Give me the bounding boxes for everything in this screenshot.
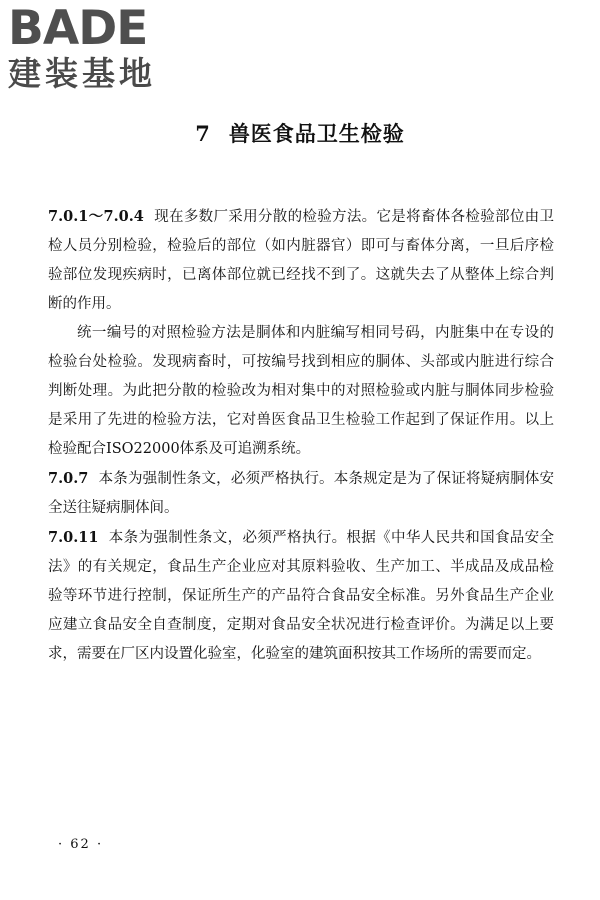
- clause-number: 7.0.7: [48, 470, 89, 487]
- paragraph-continuation: [48, 319, 554, 464]
- clause-number: 7.0.1～7.0.4: [48, 208, 144, 225]
- chapter-number: 7: [195, 121, 211, 146]
- paragraph-text: 统一编号的对照检验方法是胴体和内脏编写相同号码，内脏集中在专设的检验台处检验。发现病畜时，可按编号找到相应的胴体、头部或内脏进行综合判断处理。为此把分散的检验改为相对集中的对照检验或内脏与胴体同步检验是采用了先进的检验方法，它对兽医食品卫生检验工作起到了保证作用。以上检验配合ISO22000体系及可追溯系统。: [48, 325, 554, 457]
- chapter-heading: [0, 118, 600, 148]
- paragraph-7-0-11: [48, 523, 554, 669]
- chapter-title: 兽医食品卫生检验: [228, 121, 405, 146]
- clause-number: 7.0.11: [48, 529, 99, 546]
- paragraph-text: 现在多数厂采用分散的检验方法。它是将畜体各检验部位由卫检人员分别检验，检验后的部位（如内脏器官）即可与畜体分离，一旦后序检验部位发现疾病时，已离体部位就已经找不到了。这就失去了从整体上综合判断的作用。: [48, 209, 554, 312]
- publisher-logo: [8, 1, 188, 93]
- body-text: [48, 202, 554, 669]
- paragraph-text: 本条为强制性条文，必须严格执行。本条规定是为了保证将疑病胴体安全送往疑病胴体间。: [48, 471, 554, 516]
- paragraph-7-0-7: [48, 464, 554, 523]
- logo-wordmark: BADE: [8, 1, 148, 56]
- page-number: · 62 ·: [58, 837, 104, 852]
- paragraph-text: 本条为强制性条文，必须严格执行。根据《中华人民共和国食品安全法》的有关规定，食品生产企业应对其原料验收、生产加工、半成品及成品检验等环节进行控制，保证所生产的产品符合食品安全标准。另外食品生产企业应建立食品安全自查制度，定期对食品安全状况进行检查评价。为满足以上要求，需要在厂区内设置化验室，化验室的建筑面积按其工作场所的需要而定。: [48, 530, 554, 662]
- paragraph-7-0-1: [48, 202, 554, 319]
- logo-subtitle: 建装基地: [8, 54, 156, 93]
